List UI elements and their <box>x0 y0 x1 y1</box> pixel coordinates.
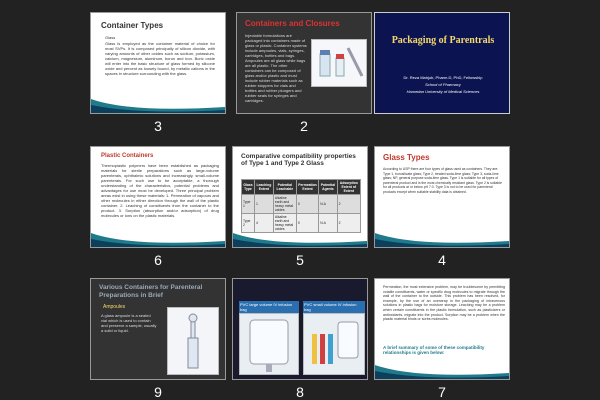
slide-school: School of Pharmacy <box>425 82 461 87</box>
table-cell: N.A <box>319 195 337 214</box>
slide-preview <box>236 12 372 114</box>
slide-title: Various Containers for Parenteral Preparations in Brief <box>99 284 203 299</box>
slide-body: A glass ampoule is a sealed vial which is used to contain and preserve a sample, usually a solid or liquid. <box>101 313 157 333</box>
slide-body: According to USP there are four types of glass used as containers. They are: Type 1, borosilicate glass; Type 2, treated soda-lime glass; Type 3, soda-lime glass; NP, general purpose soda-lime glass. Type 1 is suitable for all types of parenteral product and is the most chemically resistant glass. Type 2 is suitable for all products at or below pH 7.0. Type 3 is not to be used for parenteral products except when suitable stability data is obtained. <box>383 167 502 194</box>
large-iv-bag-image <box>239 313 299 375</box>
slide-preview <box>374 146 510 248</box>
slide-wave-decoration <box>375 225 509 247</box>
slide-footer-text: A brief summary of some of these compatibility relationships is given below: <box>383 345 485 355</box>
table-cell: Alkaline earth and heavy metal oxides <box>273 195 296 214</box>
slide-number: 6 <box>154 252 162 268</box>
table-cell: Alkaline earth and heavy metal oxides <box>273 214 296 233</box>
slide-title: Container Types <box>101 21 164 30</box>
slide-number: 7 <box>438 384 446 400</box>
slide-wave-decoration <box>375 357 509 379</box>
table-header: Potential Agents <box>319 180 337 195</box>
slide-author: Dr. Reza Mahjub, Pharm.D, PhD, Fellowship <box>403 75 483 80</box>
slide-number: 3 <box>154 118 162 134</box>
table-cell: 1 <box>254 195 273 214</box>
table-header: Glass Type <box>242 180 255 195</box>
slide-number: 2 <box>300 118 308 134</box>
slide-title: Glass Types <box>383 153 430 162</box>
small-iv-bag-image <box>303 313 365 375</box>
slide-preview <box>374 12 510 114</box>
slide-title: Packaging of Parentrals <box>391 35 495 46</box>
table-cell: 0 <box>296 214 318 233</box>
table-cell: 2 <box>337 214 360 233</box>
vial-syringe-image <box>311 39 367 87</box>
table-header: Adsorption Extent of Extent <box>337 180 360 195</box>
table-cell: Type 1 <box>242 195 255 214</box>
table-header: Leaching Extent <box>254 180 273 195</box>
table-cell: N.A <box>319 214 337 233</box>
slide-title: Containers and Closures <box>245 19 340 28</box>
slide-subtitle: Glass <box>105 35 116 40</box>
slide-preview <box>232 278 368 380</box>
slide-preview <box>90 278 226 380</box>
slide-number: 8 <box>296 384 304 400</box>
slide-body: Injectable formulations are packaged into containers made of glass or plastic. Container systems include ampoules, vials, syringes, cartridges, bottles and bags. Ampoules are all glass while bags are all plastic. The other containers can be composed of glass and/or plastic and must include rubber materials such as rubber stoppers for vials and bottles and rubber plungers and rubber seals for syringes and cartridges. <box>245 33 307 103</box>
bag-label-right: PVC small volume IV infusion bag <box>303 301 365 313</box>
slide-number: 9 <box>154 384 162 400</box>
table-cell: 2 <box>337 195 360 214</box>
slide-preview <box>232 146 368 248</box>
slide-wave-decoration <box>91 225 225 247</box>
slide-wave-decoration <box>233 225 367 247</box>
table-header: Permeation Extent <box>296 180 318 195</box>
slide-university: Hamedan University of Medical Sciences <box>406 89 480 94</box>
table-cell: 0 <box>296 195 318 214</box>
slide-body: Glass is employed as the container material of choice for most SVPs. It is composed principally of silicon dioxide, with varying amounts of other oxides such as sodium, potassium, calcium, magnesium, aluminum, boron and iron. Boric oxide will enter into the basic structure of glass formed by silicone oxide and percent as loosely bound, by metallic cations in the spaces in structure surrounding with the glass. <box>105 41 215 76</box>
slide-preview <box>90 146 226 248</box>
ampoule-image <box>167 307 219 375</box>
slide-number: 5 <box>296 252 304 268</box>
table-cell: Type 2 <box>242 214 255 233</box>
slide-number: 4 <box>438 252 446 268</box>
slide-preview <box>90 12 226 114</box>
slide-title: Comparative compatibility properties of Type 1 and Type 2 Glass <box>241 153 356 167</box>
table-header: Potential Leachable <box>273 180 296 195</box>
bag-label-left: PVC large volume IV infusion bag <box>239 301 299 313</box>
slide-subtitle: Ampoules <box>103 304 126 310</box>
slide-wave-decoration <box>91 91 225 113</box>
slide-preview <box>374 278 510 380</box>
table-cell: 4 <box>254 214 273 233</box>
slide-body: Permeation, the most extensive problem, may be troublesome by permitting volatile constituents, water or specific drug molecules to migrate through the wall of the container to the outside. This problem has been resolved, for example, by the use of an overwrap in the packaging of intravenous solutions in plastic bags for moisture storage. Leaching may be a problem when certain constituents in the plastic formulation, such as plasticizers or antioxidants, migrate into the product. Sorption may be a problem when the plastic material binds or sorbs molecules. <box>383 285 505 322</box>
slide-title: Plastic Containers <box>101 153 154 159</box>
slide-body: Thermoplastic polymers have been established as packaging materials for sterile preparations such as large-volume parenterals, ophthalmic solutions and increasingly, small-volume parenterals. For such use to be acceptable, a thorough understanding of the characteristics, potential problems and advantages for use must be developed. Three principal problem areas exist in using these materials: 1. Permeation of vapours and other molecules in either direction through the wall of the plastic container. 2. Leaching of constituents from the container to the product. 3. Sorption (absorption and/or adsorption) of drug molecules or ions on the plastic materials. <box>101 163 219 218</box>
